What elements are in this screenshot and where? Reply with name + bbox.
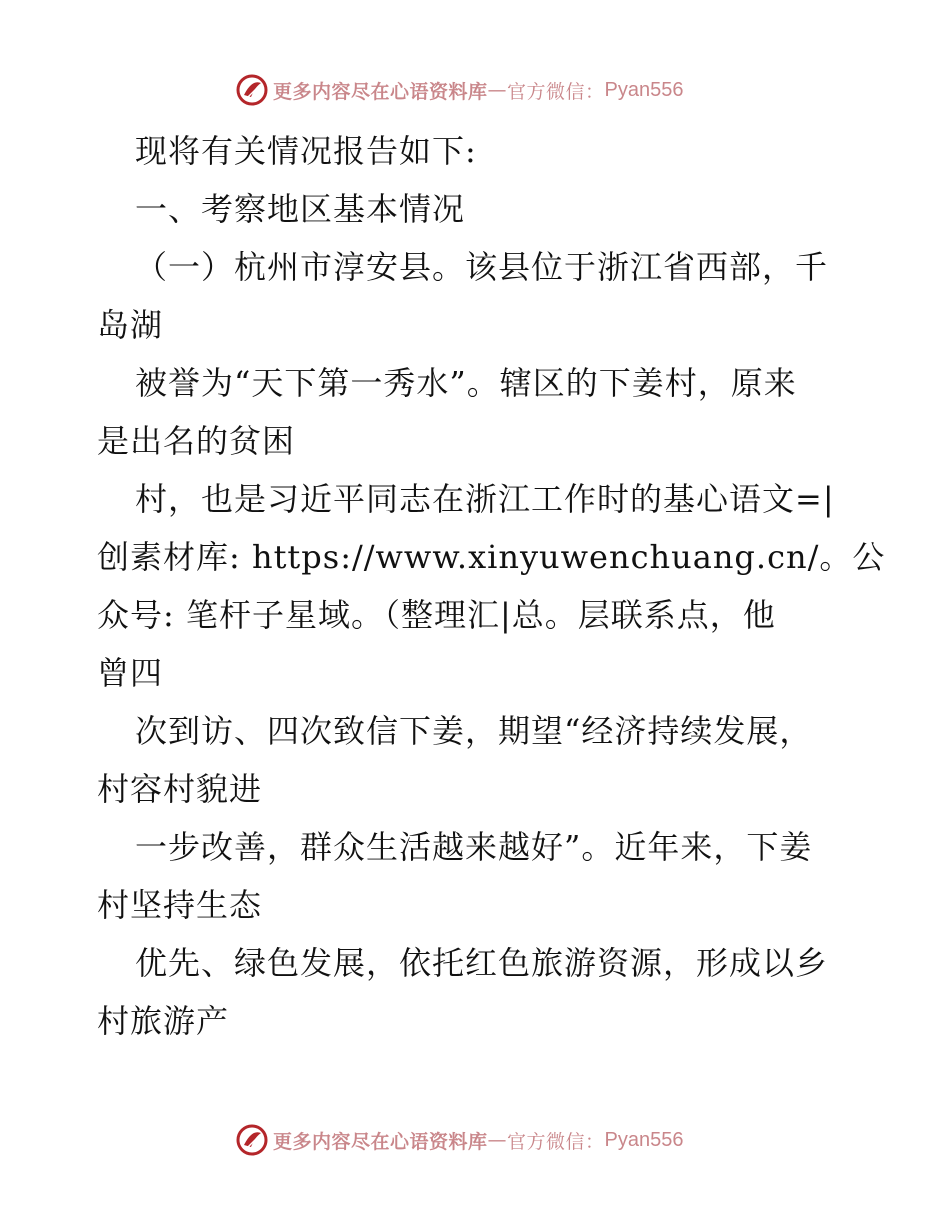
footer-separator: —	[487, 1129, 508, 1151]
footer-wechat-id: Pyan556	[604, 1128, 684, 1151]
footer-wechat-label: 官方微信：	[507, 1130, 605, 1153]
header-banner	[235, 70, 684, 110]
body-line: 是出名的贫困	[97, 422, 296, 460]
body-line: 岛湖	[97, 306, 164, 344]
body-line: 一步改善，群众生活越来越好”。近年来，下姜	[135, 828, 813, 866]
body-line: 优先、绿色发展，依托红色旅游资源，形成以乡	[135, 944, 829, 982]
body-line: 村旅游产	[97, 1002, 230, 1040]
body-line: 村容村貌进	[97, 770, 263, 808]
footer-site-text: 更多内容尽在心语资料库	[273, 1130, 488, 1153]
header-separator: —	[487, 79, 508, 101]
body-line: 曾四	[97, 654, 164, 692]
body-line: 现将有关情况报告如下:	[135, 132, 477, 170]
brand-logo-icon	[235, 1123, 269, 1157]
body-line: 村坚持生态	[97, 886, 263, 924]
header-wechat-id: Pyan556	[604, 78, 684, 101]
brand-logo-icon	[235, 73, 269, 107]
body-text	[97, 122, 886, 1050]
body-line: 一、考察地区基本情况	[135, 190, 466, 228]
header-site-text: 更多内容尽在心语资料库	[273, 80, 488, 103]
header-wechat-label: 官方微信：	[507, 80, 605, 103]
body-line: 众号: 笔杆子星域。（整理汇|总。层联系点，他	[97, 596, 776, 634]
body-line: 被誉为“天下第一秀水”。辖区的下姜村，原来	[135, 364, 797, 402]
footer-banner	[235, 1120, 684, 1160]
body-line: 次到访、四次致信下姜，期望“经济持续发展，	[135, 712, 813, 750]
body-line: （一）杭州市淳安县。该县位于浙江省西部，千	[135, 248, 829, 286]
body-line: 创素材库: https://www.xinyuwenchuang.cn/。公	[97, 538, 886, 576]
body-line: 村，也是习近平同志在浙江工作时的基心语文=|	[135, 480, 835, 518]
